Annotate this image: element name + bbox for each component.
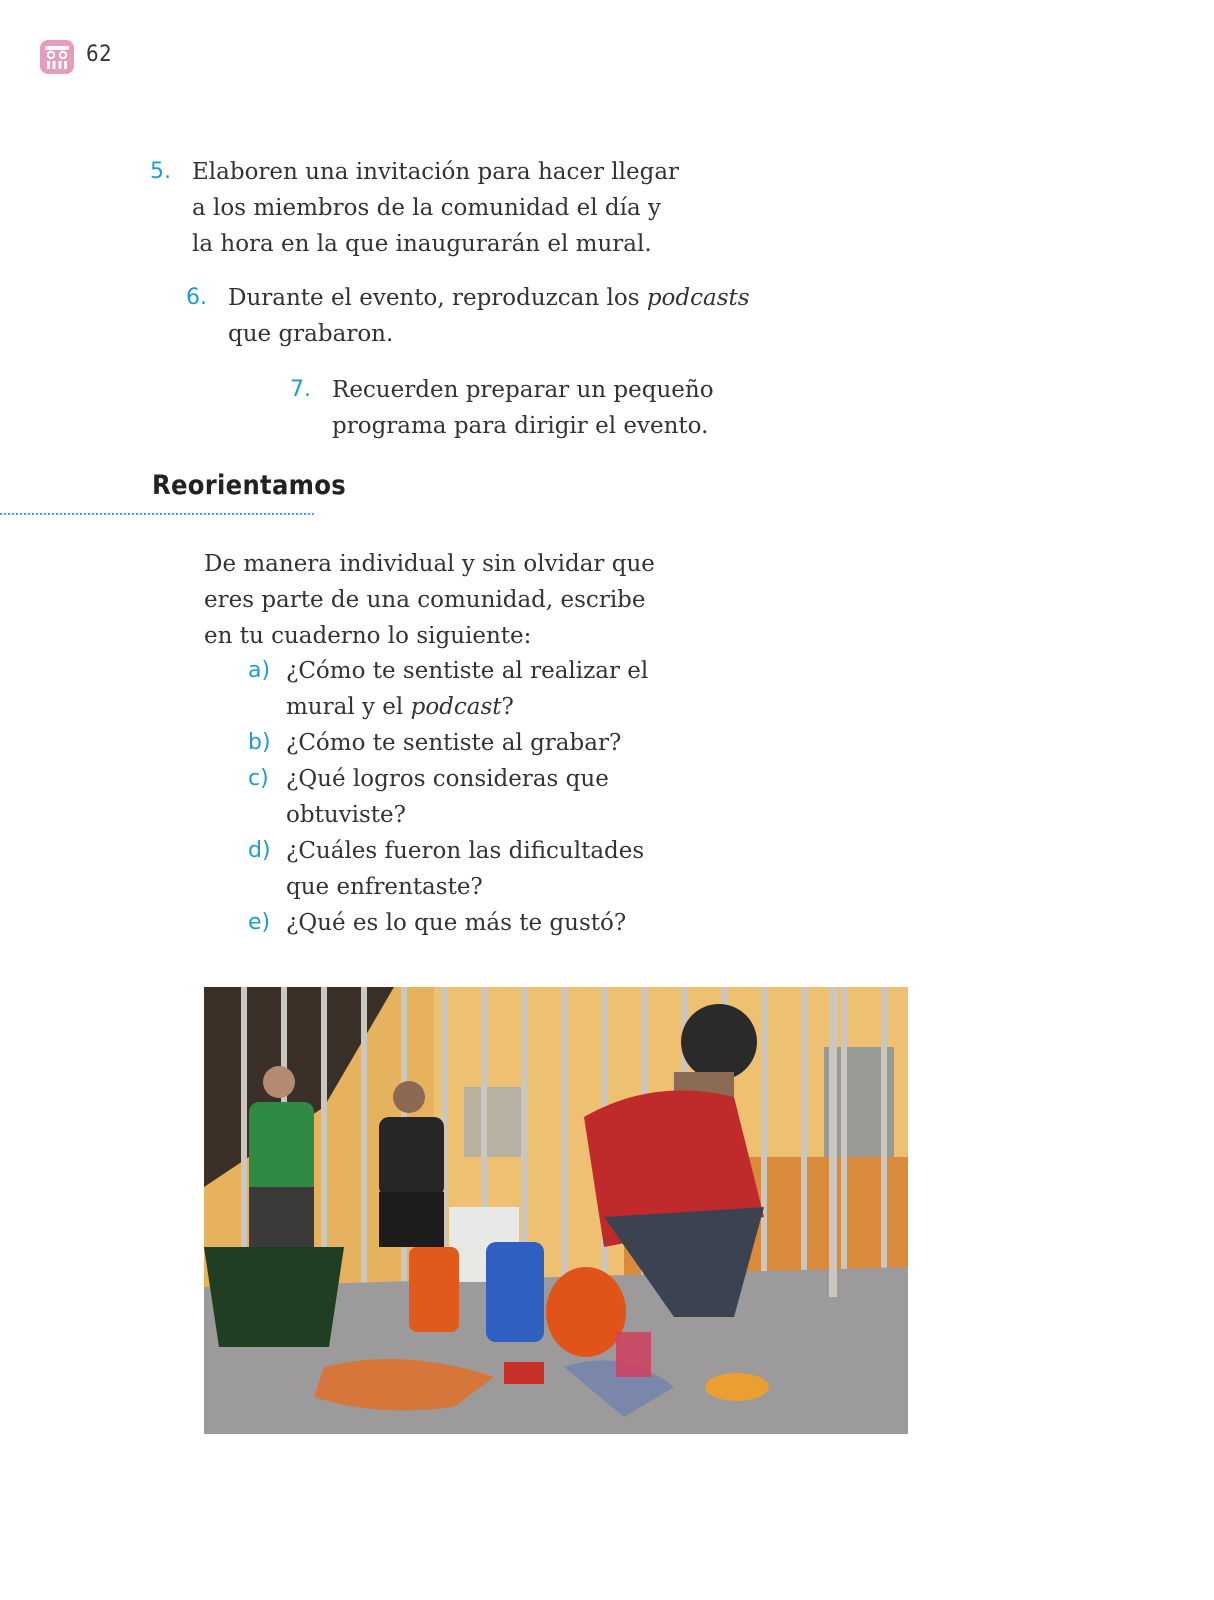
- question-line: que enfrentaste?: [286, 874, 483, 900]
- list-item: [248, 653, 726, 725]
- step-text-line: Elaboren una invitación para hacer llegar: [192, 159, 680, 185]
- list-item: [248, 761, 726, 833]
- question-letter: a): [248, 658, 271, 683]
- question-line: obtuviste?: [286, 802, 406, 828]
- step-text-line: a los miembros de la comunidad el día y: [192, 195, 661, 221]
- intro-line: en tu cuaderno lo siguiente:: [204, 623, 532, 649]
- question-line: ¿Qué es lo que más te gustó?: [286, 910, 627, 936]
- step-number: 7.: [290, 377, 311, 402]
- step-item: [290, 372, 812, 444]
- page-number: 62: [86, 42, 113, 67]
- step-text-line: que grabaron.: [228, 321, 394, 347]
- section-title: Reorientamos: [152, 470, 347, 501]
- intro-line: De manera individual y sin olvidar que: [204, 551, 655, 577]
- question-list: [248, 653, 726, 941]
- mural-painting-photo: [204, 987, 908, 1434]
- section-divider: [0, 513, 314, 515]
- question-line: ¿Cómo te sentiste al grabar?: [286, 730, 622, 756]
- question-letter: d): [248, 838, 271, 863]
- list-item: [248, 833, 726, 905]
- question-letter: b): [248, 730, 271, 755]
- italic-term: podcast: [410, 694, 502, 720]
- question-line: ?: [501, 694, 514, 720]
- list-item: [248, 725, 726, 761]
- section-intro: [204, 546, 724, 654]
- intro-line: eres parte de una comunidad, escribe: [204, 587, 646, 613]
- photo-illustration: [204, 987, 908, 1434]
- question-letter: e): [248, 910, 271, 935]
- step-item: [186, 280, 808, 352]
- question-line: ¿Qué logros consideras que: [286, 766, 609, 792]
- step-number: 6.: [186, 285, 207, 310]
- italic-term: podcasts: [646, 285, 750, 311]
- step-item: [150, 154, 752, 262]
- step-text-line: Recuerden preparar un pequeño: [332, 377, 714, 403]
- step-text-line: Durante el evento, reproduzcan los: [228, 285, 647, 311]
- step-number: 5.: [150, 159, 171, 184]
- list-item: [248, 905, 726, 941]
- question-line: mural y el: [286, 694, 411, 720]
- glyph-icon: [40, 40, 74, 74]
- question-line: ¿Cuáles fueron las dificultades: [286, 838, 645, 864]
- step-text-line: la hora en la que inaugurarán el mural.: [192, 231, 652, 257]
- question-line: ¿Cómo te sentiste al realizar el: [286, 658, 649, 684]
- step-text-line: programa para dirigir el evento.: [332, 413, 709, 439]
- question-letter: c): [248, 766, 269, 791]
